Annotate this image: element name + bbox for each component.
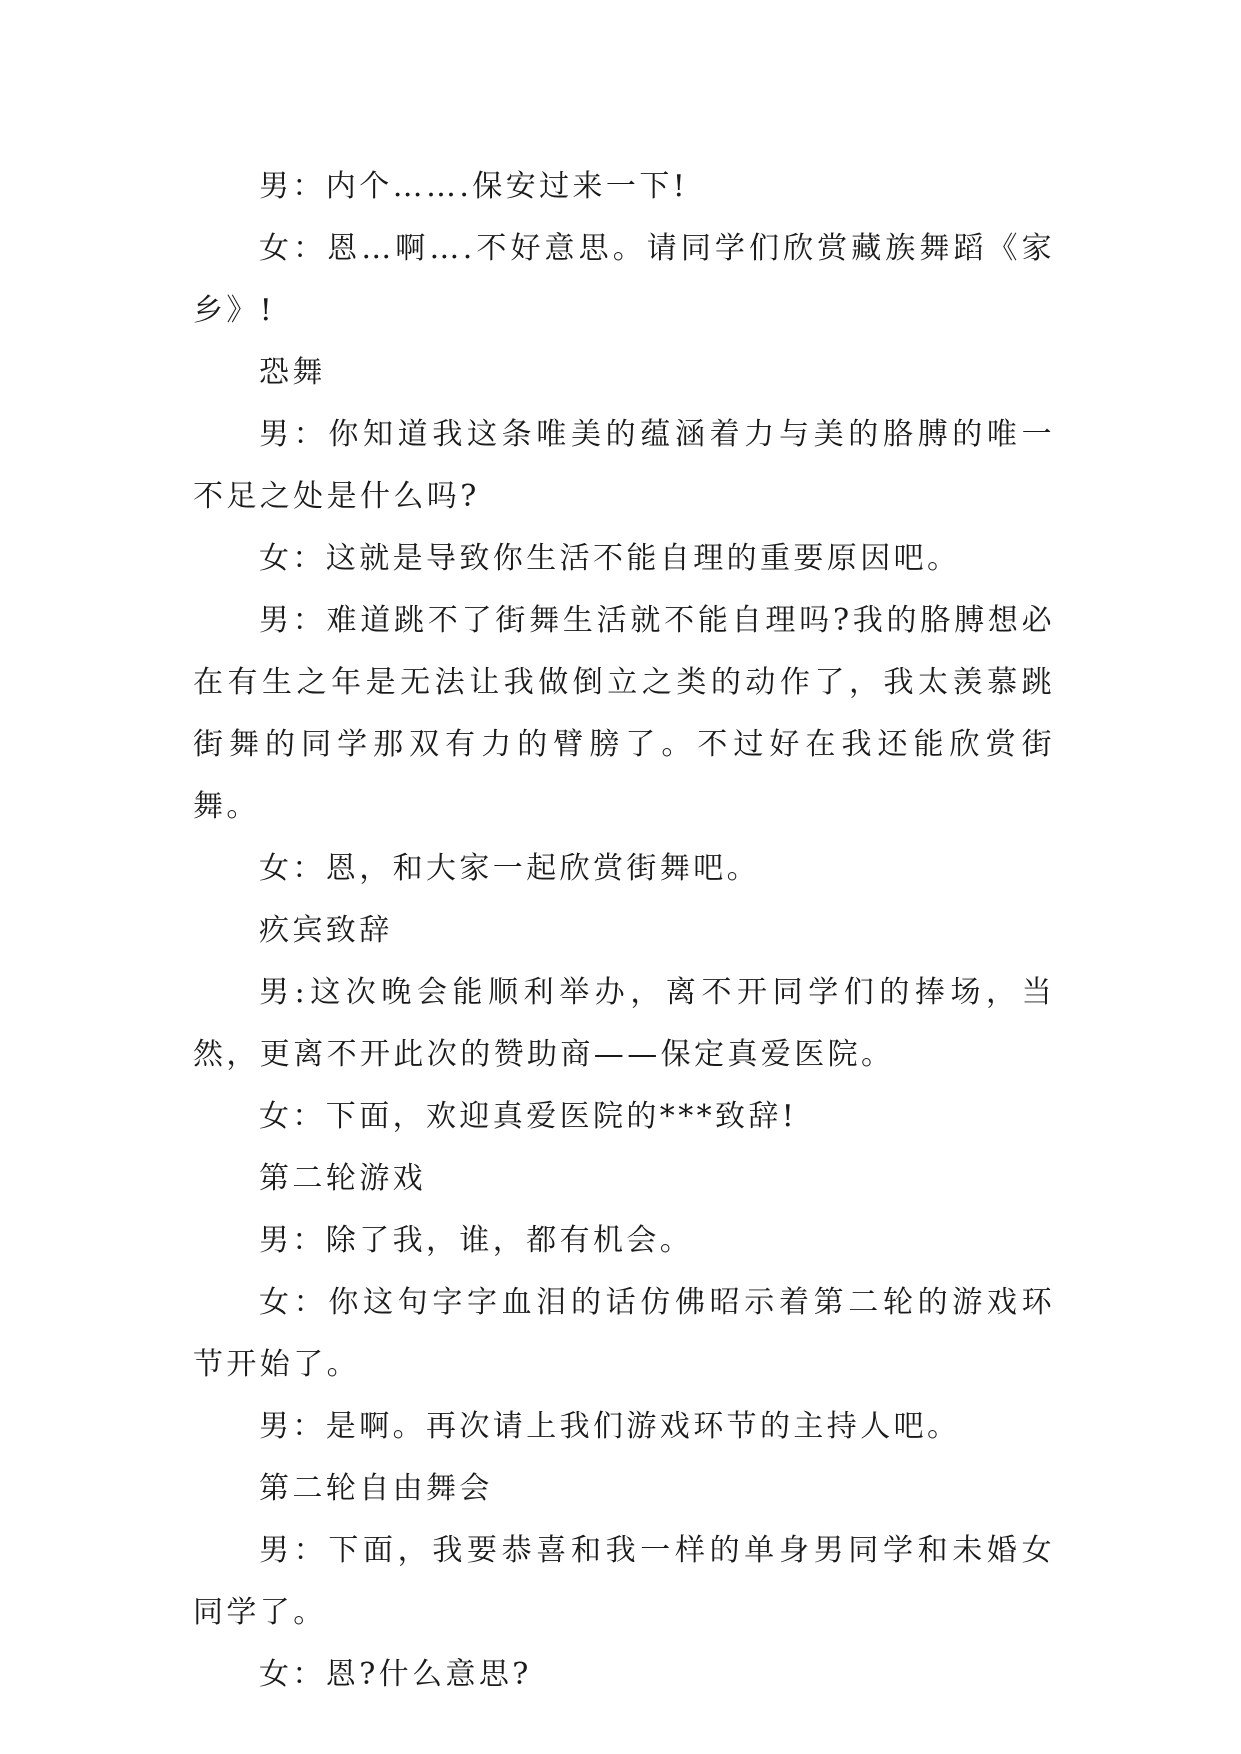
document-body	[193, 156, 1055, 1706]
paragraph-4: 男：你知道我这条唯美的蕴涵着力与美的胳膊的唯一不足之处是什么吗?	[193, 417, 1055, 514]
paragraph-9: 男:这次晚会能顺利举办，离不开同学们的捧场，当然，更离不开此次的赞助商——保定真爱医院。	[193, 975, 1055, 1072]
paragraph-2: 女：恩…啊….不好意思。请同学们欣赏藏族舞蹈《家乡》!	[193, 231, 1055, 328]
paragraph-10: 女：下面，欢迎真爱医院的***致辞!	[259, 1099, 798, 1134]
paragraph-7: 女：恩，和大家一起欣赏街舞吧。	[259, 851, 760, 886]
section-heading-second-game: 第二轮游戏	[259, 1161, 426, 1196]
paragraph-13: 女：你这句字字血泪的话仿佛昭示着第二轮的游戏环节开始了。	[193, 1285, 1055, 1382]
paragraph-17: 女：恩?什么意思?	[259, 1657, 532, 1692]
paragraph-12: 男：除了我，谁，都有机会。	[259, 1223, 694, 1258]
paragraph-16: 男：下面，我要恭喜和我一样的单身男同学和未婚女同学了。	[193, 1533, 1055, 1630]
paragraph-1: 男：内个…….保安过来一下!	[259, 169, 689, 204]
section-heading-second-dance: 第二轮自由舞会	[259, 1471, 493, 1506]
paragraph-6: 男：难道跳不了街舞生活就不能自理吗?我的胳膊想必在有生之年是无法让我做倒立之类的动作了，我太羡慕跳街舞的同学那双有力的臂膀了。不过好在我还能欣赏街舞。	[193, 603, 1055, 824]
paragraph-14: 男：是啊。再次请上我们游戏环节的主持人吧。	[259, 1409, 961, 1444]
paragraph-5: 女：这就是导致你生活不能自理的重要原因吧。	[259, 541, 961, 576]
section-heading-kongwu: 恐舞	[259, 355, 326, 390]
section-heading-guest-speech: 疚宾致辞	[259, 913, 393, 948]
